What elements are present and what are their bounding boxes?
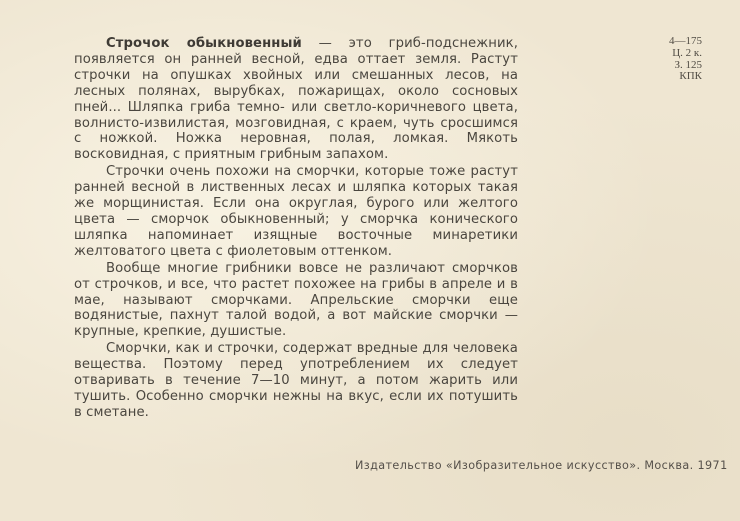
imprint-line-3: З. 125 [674,58,702,71]
paragraph-4: Сморчки, как и строчки, содержат вредные для человека вещества. Поэтому перед употреблением их следует отваривать в течение 7—10 минут, а потом жарить или тушить. Особенно сморчки нежны на вкус, если их потушить в сметане. [74,341,518,420]
imprint-line-2: Ц. 2 к. [672,46,702,59]
print-imprint [642,36,702,83]
paragraph-1-text: — это гриб-подснежник, появляется он ранней весной, едва оттает земля. Растут строчки на опушках хвойных или смешанных лесов, на лесных полянах, вырубках, пожарищах, около сосновых пней... Шляпка гриба темно- или светло-коричневого цвета, волнисто-извилистая, мозговидная, с краем, чуть сросшимся с ножкой. Ножка неровная, полая, ломкая. Мякоть восковидная, с приятным грибным запахом. [74,36,518,163]
imprint-line-1: 4—175 [669,35,702,47]
paragraph-2: Строчки очень похожи на сморчки, которые тоже растут ранней весной в лиственных лесах и шляпка которых такая же морщинистая. Если она округлая, бурого или желтого цвета — сморчок обыкновенный; у сморчка конического шляпка напоминает изящные восточные минаретики желтоватого цвета с фиолетовым оттенком. [74,164,518,259]
imprint-line-4: КПК [679,70,702,83]
lead-term: Строчок обыкновенный [106,36,302,51]
paragraph-1 [74,36,518,163]
description-text [74,36,518,422]
publisher-line: Издательство «Изобразительное искусство». Москва. 1971 [355,459,728,472]
paragraph-3: Вообще многие грибники вовсе не различают сморчков от строчков, и все, что растет похожее на грибы в апреле и в мае, называют сморчками. Апрельские сморчки еще водянистые, пахнут талой водой, а вот майские сморчки — крупные, крепкие, душистые. [74,260,518,340]
